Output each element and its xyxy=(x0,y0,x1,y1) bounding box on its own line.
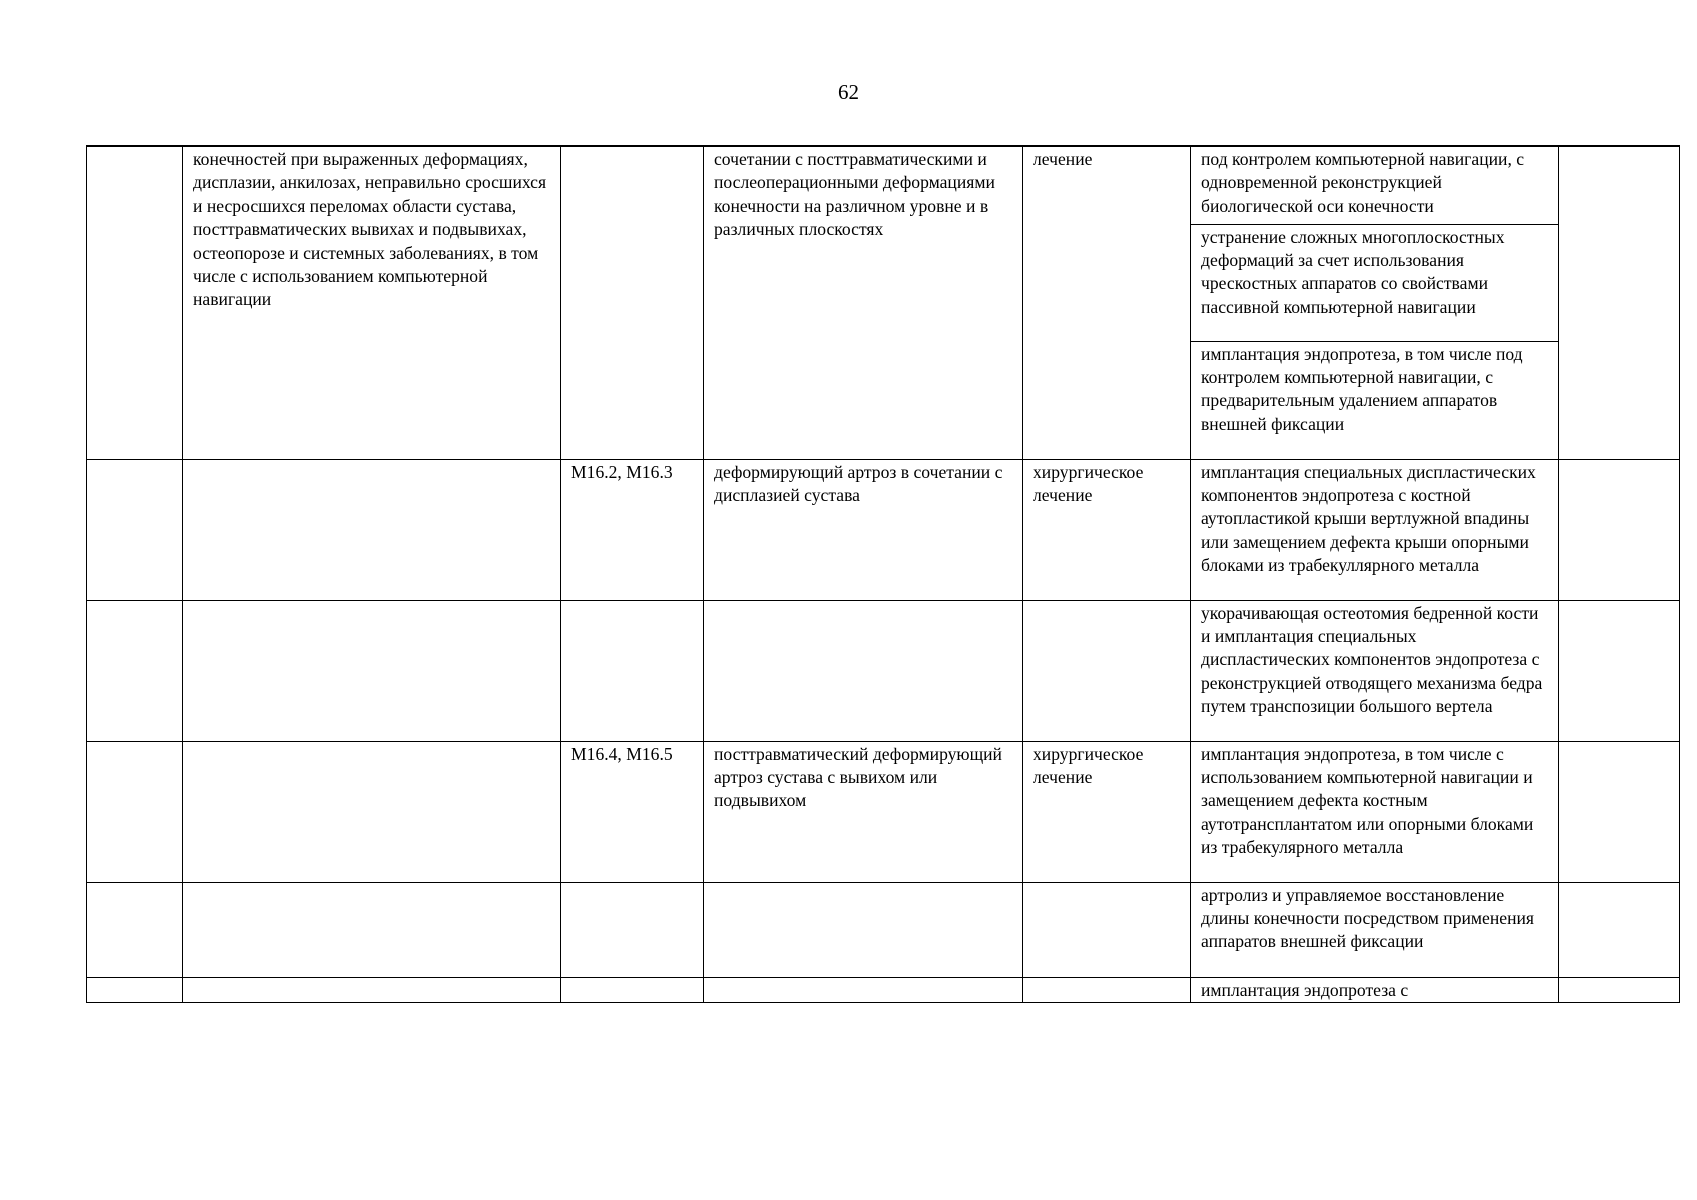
icd-code-cell xyxy=(561,146,704,459)
row-number-cell xyxy=(87,146,183,459)
cost-cell xyxy=(1559,146,1680,459)
icd-code-cell xyxy=(561,977,704,1002)
row-number-cell xyxy=(87,459,183,600)
row-number-cell xyxy=(87,741,183,882)
patient-model-cell xyxy=(704,741,1023,882)
table-row xyxy=(87,146,1680,224)
page-number: 62 xyxy=(838,80,859,104)
patient-model-text: сочетании с посттравматическими и послеоперационными деформациями конечности на различном уровне и в различных плоскостях xyxy=(714,149,995,240)
patient-model-cell xyxy=(704,882,1023,977)
treatment-type-cell xyxy=(1023,146,1191,459)
cost-cell xyxy=(1559,600,1680,741)
icd-code-cell xyxy=(561,882,704,977)
patient-model-text: посттравматический деформирующий артроз сустава с вывихом или подвывихом xyxy=(714,743,1002,811)
medical-care-table xyxy=(86,145,1680,1003)
method-text: имплантация эндопротеза, в том числе с использованием компьютерной навигации и замещением дефекта костным аутотрансплантатом или опорными блоками из трабекулярного металла xyxy=(1201,743,1534,858)
method-cell xyxy=(1191,459,1559,600)
icd-code-cell xyxy=(561,741,704,882)
method-text: имплантация специальных диспластических компонентов эндопротеза с костной аутопластикой крыши вертлужной впадины или замещением дефекта крыши опорными блоками из трабекуллярного металла xyxy=(1201,461,1536,576)
group-name-cell xyxy=(183,741,561,882)
table-row xyxy=(87,459,1680,600)
row-number-cell xyxy=(87,977,183,1002)
treatment-type-text: хирургическое лечение xyxy=(1033,743,1144,787)
icd-code-cell xyxy=(561,600,704,741)
icd-code-cell xyxy=(561,459,704,600)
method-cell xyxy=(1191,341,1559,459)
group-name-cell xyxy=(183,146,561,459)
table-row xyxy=(87,882,1680,977)
group-name-cell xyxy=(183,977,561,1002)
patient-model-text: деформирующий артроз в сочетании с дисплазией сустава xyxy=(714,461,1003,505)
table-row xyxy=(87,741,1680,882)
table-row xyxy=(87,977,1680,1002)
method-cell xyxy=(1191,882,1559,977)
cost-cell xyxy=(1559,882,1680,977)
group-name-cell xyxy=(183,600,561,741)
method-cell xyxy=(1191,146,1559,224)
method-text: укорачивающая остеотомия бедренной кости и имплантация специальных диспластических компонентов эндопротеза с реконструкцией отводящего механизма бедра путем транспозиции большого вертела xyxy=(1201,602,1543,717)
method-text: имплантация эндопротеза, в том числе под контролем компьютерной навигации, с предварительным удалением аппаратов внешней фиксации xyxy=(1201,343,1523,434)
row-number-cell xyxy=(87,600,183,741)
group-name-cell xyxy=(183,882,561,977)
method-text: под контролем компьютерной навигации, с одновременной реконструкцией биологической оси конечности xyxy=(1201,149,1525,216)
cost-cell xyxy=(1559,977,1680,1002)
patient-model-cell xyxy=(704,146,1023,459)
table-row xyxy=(87,600,1680,741)
treatment-type-cell xyxy=(1023,600,1191,741)
treatment-type-cell xyxy=(1023,977,1191,1002)
method-cell xyxy=(1191,224,1559,341)
icd-code-text: M16.4, M16.5 xyxy=(571,743,673,764)
treatment-type-cell xyxy=(1023,459,1191,600)
treatment-type-text: хирургическое лечение xyxy=(1033,461,1144,505)
method-cell xyxy=(1191,600,1559,741)
row-number-cell xyxy=(87,882,183,977)
treatment-type-cell xyxy=(1023,741,1191,882)
method-text: устранение сложных многоплоскостных деформаций за счет использования чрескостных аппаратов со свойствами пассивной компьютерной навигации xyxy=(1201,226,1505,317)
group-name-cell xyxy=(183,459,561,600)
patient-model-cell xyxy=(704,977,1023,1002)
treatment-type-cell xyxy=(1023,882,1191,977)
patient-model-cell xyxy=(704,459,1023,600)
treatment-type-text: лечение xyxy=(1033,149,1093,169)
group-name-text: конечностей при выраженных деформациях, дисплазии, анкилозах, неправильно сросшихся и несросшихся переломах области сустава, посттравматических вывихах и подвывихах, остеопорозе и системных заболеваниях, в том числе с использованием компьютерной навигации xyxy=(193,149,547,310)
method-cell xyxy=(1191,741,1559,882)
method-text: артролиз и управляемое восстановление длины конечности посредством применения аппаратов внешней фиксации xyxy=(1201,884,1535,952)
method-text: имплантация эндопротеза с xyxy=(1201,979,1409,1000)
cost-cell xyxy=(1559,459,1680,600)
icd-code-text: M16.2, M16.3 xyxy=(571,461,673,482)
patient-model-cell xyxy=(704,600,1023,741)
method-cell xyxy=(1191,977,1559,1002)
cost-cell xyxy=(1559,741,1680,882)
